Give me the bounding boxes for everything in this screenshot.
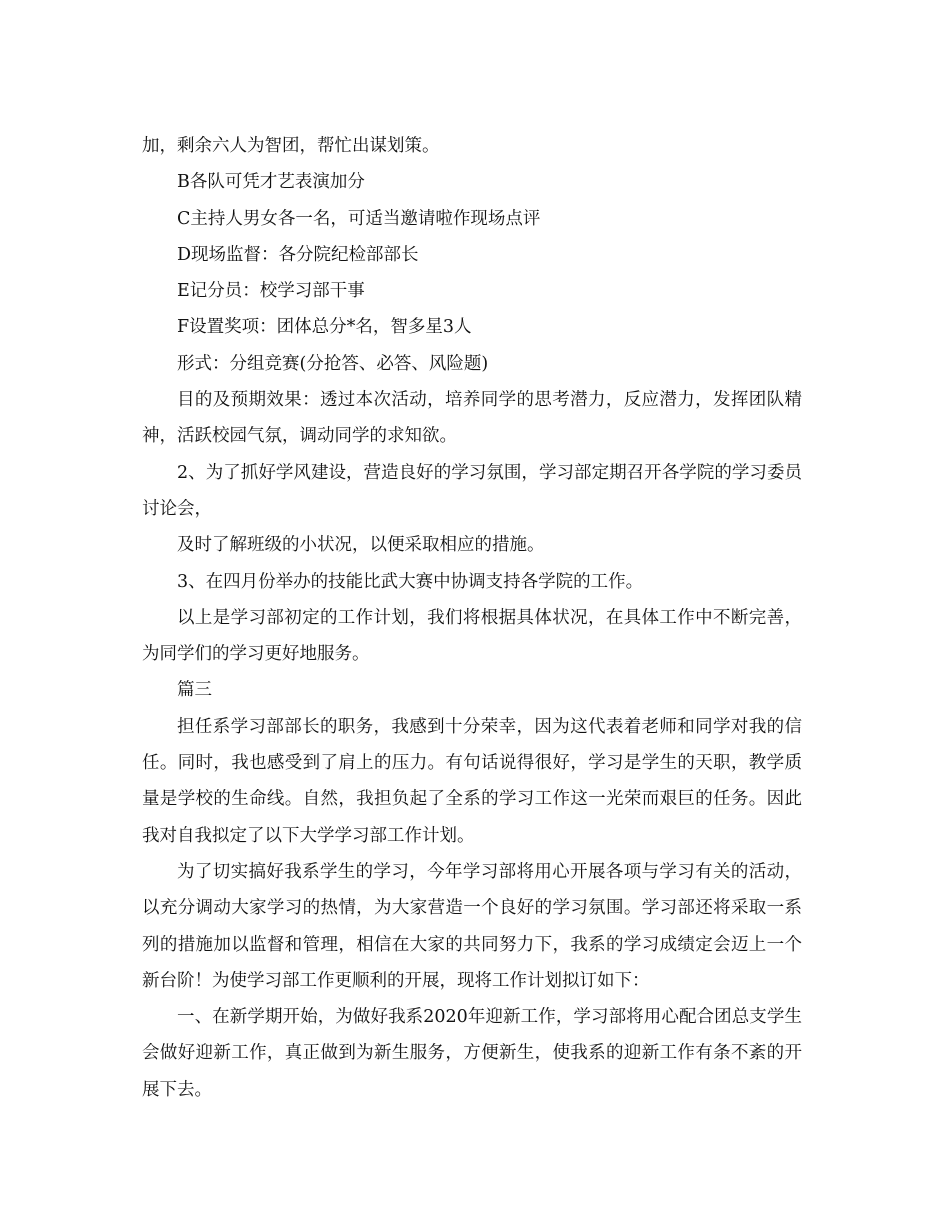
list-item-b: B各队可凭才艺表演加分 [177, 172, 365, 193]
paragraph-continuation: 加，剩余六人为智团，帮忙出谋划策。 [142, 136, 440, 156]
paragraph-format: 形式：分组竞赛(分抢答、必答、风险题) [177, 353, 489, 374]
list-item-e: E记分员：校学习部干事 [177, 281, 365, 302]
paragraph-intro: 担任系学习部部长的职务，我感到十分荣幸，因为这代表着老师和同学对我的信任。同时，我也感受到了肩上的压力。有句话说得很好，学习是学生的天职，教学质量是学校的生命线。自然，我担负起了全系的学习工作这一光荣而艰巨的任务。因此我对自我拟定了以下大学学习部工作计划。 [142, 716, 802, 846]
paragraph-item-2: 2、为了抓好学风建设，营造良好的学习氛围，学习部定期召开各学院的学习委员讨论会， [142, 462, 802, 519]
paragraph-item-3: 3、在四月份举办的技能比武大赛中协调支持各学院的工作。 [177, 571, 644, 592]
list-item-d: D现场监督：各分院纪检部部长 [177, 244, 419, 265]
paragraph-goals: 为了切实搞好我系学生的学习，今年学习部将用心开展各项与学习有关的活动，以充分调动大家学习的热情，为大家营造一个良好的学习氛围。学习部还将采取一系列的措施加以监督和管理，相信在大家的共同努力下，我系的学习成绩定会迈上一个新台阶！为使学习部工作更顺利的开展，现将工作计划拟订如下： [142, 861, 802, 991]
section-heading: 篇三 [177, 680, 212, 701]
list-item-f: F设置奖项：团体总分*名，智多星3人 [177, 317, 472, 338]
paragraph-purpose: 目的及预期效果：透过本次活动，培养同学的思考潜力，反应潜力，发挥团队精神，活跃校园气氛，调动同学的求知欲。 [142, 390, 802, 447]
paragraph-summary: 以上是学习部初定的工作计划，我们将根据具体状况，在具体工作中不断完善，为同学们的学习更好地服务。 [142, 607, 802, 665]
paragraph-plan-item-1: 一、在新学期开始，为做好我系2020年迎新工作，学习部将用心配合团总支学生会做好迎新工作，真正做到为新生服务，方便新生，使我系的迎新工作有条不紊的开展下去。 [142, 1007, 802, 1100]
paragraph-followup: 及时了解班级的小状况，以便采取相应的措施。 [177, 535, 545, 556]
list-item-c: C主持人男女各一名，可适当邀请啦作现场点评 [177, 208, 541, 229]
document-body [142, 128, 802, 1108]
